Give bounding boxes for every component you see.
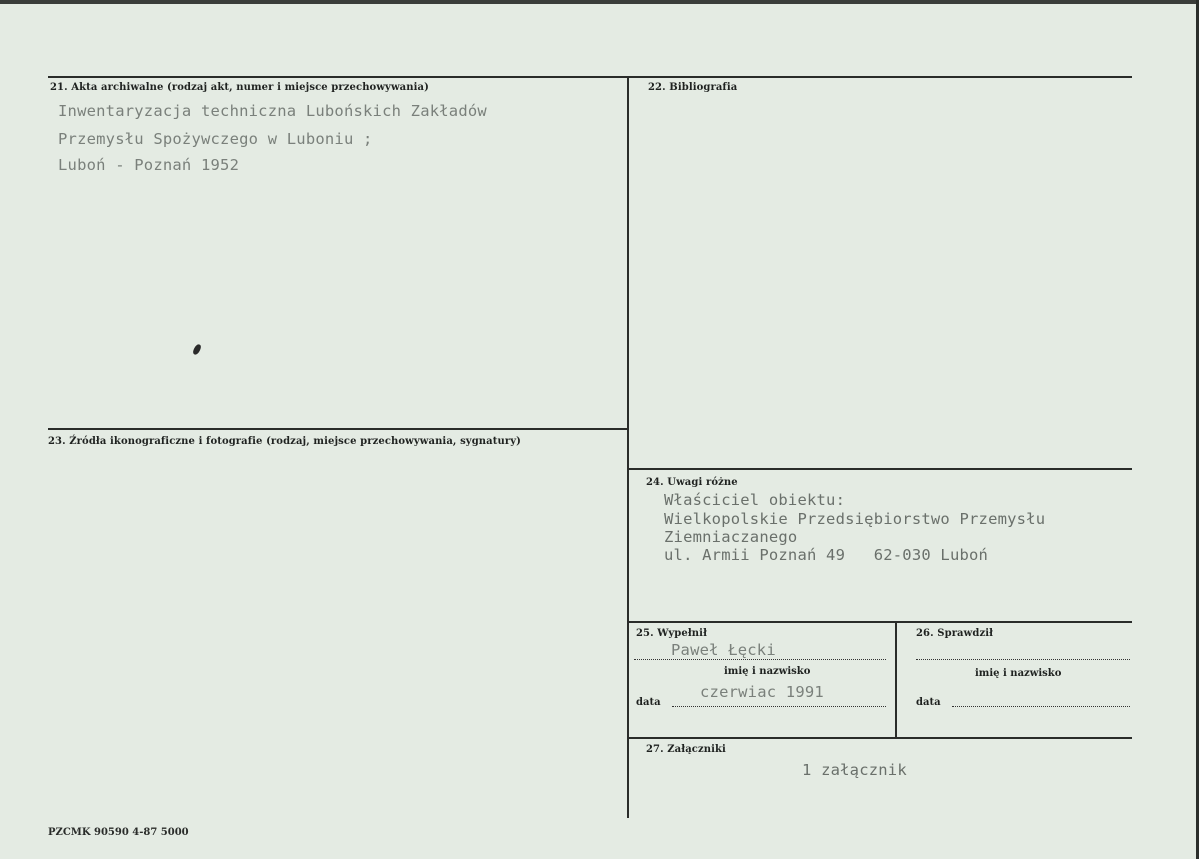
- wypelnil-name-caption: imię i nazwisko: [724, 666, 811, 677]
- divider-section-24: [629, 468, 1132, 470]
- uwagi-label: 24. Uwagi różne: [646, 477, 738, 488]
- zrodla-label: 23. Źródła ikonograficzne i fotografie (rodzaj, miejsce przechowywania, sygnatury): [48, 436, 521, 447]
- wypelnil-date: czerwiac 1991: [700, 683, 824, 701]
- divider-top: [48, 76, 1132, 78]
- bibliografia-label: 22. Bibliografia: [648, 82, 738, 93]
- wypelnil-name-line: [634, 659, 886, 660]
- sprawdzil-date-line: [952, 706, 1130, 707]
- wypelnil-name: Paweł Łęcki: [671, 641, 776, 659]
- uwagi-line-4: ul. Armii Poznań 49 62-030 Luboń: [664, 546, 989, 564]
- divider-center: [627, 76, 629, 818]
- ink-blot: [192, 343, 202, 356]
- uwagi-line-2: Wielkopolskie Przedsiębiorstwo Przemysłu: [664, 510, 1046, 528]
- sprawdzil-name-line: [916, 659, 1130, 660]
- wypelnil-label: 25. Wypełnił: [636, 628, 708, 639]
- wypelnil-date-line: [672, 706, 886, 707]
- zalaczniki-value: 1 załącznik: [802, 761, 907, 779]
- sprawdzil-name-caption: imię i nazwisko: [975, 668, 1062, 679]
- akta-line-3: Luboń - Poznań 1952: [58, 156, 240, 174]
- akta-line-2: Przemysłu Spożywczego w Luboniu ;: [58, 130, 373, 148]
- wypelnil-date-label: data: [636, 697, 661, 708]
- akta-label: 21. Akta archiwalne (rodzaj akt, numer i miejsce przechowywania): [50, 82, 429, 93]
- akta-line-1: Inwentaryzacja techniczna Lubońskich Zakładów: [58, 102, 487, 120]
- zalaczniki-label: 27. Załączniki: [646, 744, 726, 755]
- card-top-edge: [0, 0, 1199, 4]
- sprawdzil-label: 26. Sprawdził: [916, 628, 994, 639]
- divider-25-26-vertical: [895, 621, 897, 738]
- print-code: PZCMK 90590 4-87 5000: [48, 827, 189, 838]
- divider-section-25-26: [629, 621, 1132, 623]
- uwagi-line-3: Ziemniaczanego: [664, 528, 798, 546]
- sprawdzil-date-label: data: [916, 697, 941, 708]
- uwagi-line-1: Właściciel obiektu:: [664, 491, 846, 509]
- divider-section-27: [629, 737, 1132, 739]
- divider-section-23: [48, 428, 627, 430]
